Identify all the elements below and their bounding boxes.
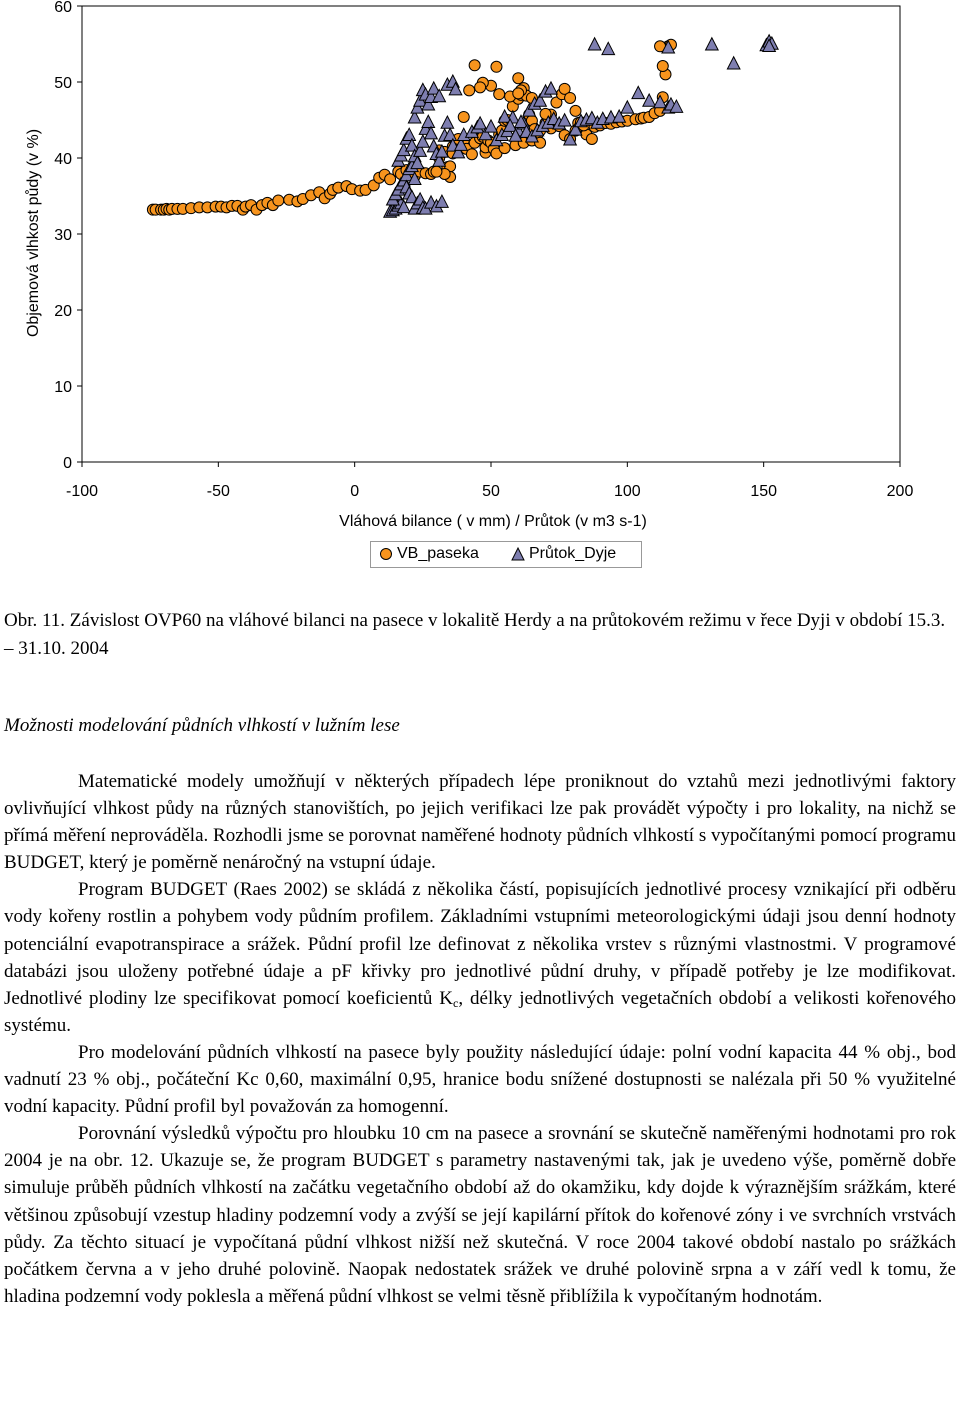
paragraph: Pro modelování půdních vlhkostí na pasece byly použity následující údaje: polní vodní kapacita 44 % obj., bod vadnutí 23 % obj., počáteční Kc 0,60, maximální 0,95, hranice bodu snížené dostupnosti se nalézala při 50 % využitelné vodní kapacity. Půdní profil byl považován za homogenní. <box>4 1041 956 1118</box>
data-point-circle <box>491 61 502 72</box>
x-tick-label: 0 <box>350 483 360 500</box>
x-axis-title: Vláhová bilance ( v mm) / Průtok (v m3 s-1) <box>339 513 647 530</box>
y-tick-label: 30 <box>54 227 72 244</box>
legend-item-vb-paseka <box>379 545 479 563</box>
legend-label: Průtok_Dyje <box>529 545 617 562</box>
data-point-circle <box>494 89 505 100</box>
x-tick-label: 50 <box>482 483 500 500</box>
x-tick-label: 100 <box>613 483 641 500</box>
paragraph: Matematické modely umožňují v některých případech lépe proniknout do vztahů mezi jednotlivými faktory ovlivňující vlhkost půdy na různých stanovištích, po jejich verifikaci lze pak provádět výpočty i pro lokality, na nichž se přímá měření neprováděla. Rozhodli jsme se porovnat naměřené hodnoty půdních vlhkostí s vypočítanými pomocí programu BUDGET, který je poměrně nenáročný na vstupní údaje. <box>4 771 956 874</box>
data-point-circle <box>273 195 284 206</box>
data-point-circle <box>565 92 576 103</box>
data-point-circle <box>464 85 475 96</box>
paragraph: Porovnání výsledků výpočtu pro hloubku 10 cm na pasece a srovnání se skutečně naměřenými hodnotami pro rok 2004 je na obr. 12. Ukazuje se, že program BUDGET s parametry nastavenými tak, jak je uvedeno výše, poměrně dobře simuluje průběh půdních vlhkostí na začátku vegetačního období až do okamžiku, kdy dojde k výraznějším srážkám, které většinou způsobují vzestup hladiny podzemní vody a zvýší se její kapilární přítok do kořenové zóny i ve svrchních vrstvách půdy. Za těchto situací je vypočítaná půdní vlhkost nižší než skutečná. V roce 2004 takové období nastalo po srážkách počátkem června a v jeho druhé polovině. Naopak nedostatek srážek ve druhé polovině srpna a v září vedl k tomu, že hladina podzemní vody poklesla a měřená půdní vlhkost se velmi těsně přiblížila k vypočítaným hodnotám. <box>4 1123 956 1307</box>
data-point-circle <box>475 82 486 93</box>
data-point-circle <box>458 111 469 122</box>
data-point-circle <box>466 149 477 160</box>
scatter-chart <box>0 0 960 600</box>
legend-item-prutok-dyje <box>511 545 616 563</box>
y-axis-title: Objemová vlhkost půdy (v %) <box>25 128 42 338</box>
figure-caption: Obr. 11. Závislost OVP60 na vláhové bilanci na pasece v lokalitě Herdy a na průtokovém režimu v řece Dyji v období 15.3. – 31.10. 2004 <box>4 610 946 659</box>
data-point-circle <box>657 61 668 72</box>
chart-legend <box>370 541 642 568</box>
plot-area <box>82 6 900 462</box>
y-tick-label: 0 <box>63 455 72 472</box>
y-tick-label: 60 <box>54 0 72 16</box>
x-tick-label: -100 <box>65 483 99 500</box>
legend-label: VB_paseka <box>397 545 479 562</box>
x-tick-label: -50 <box>206 483 230 500</box>
y-tick-label: 20 <box>54 303 72 320</box>
paragraph-text: Program BUDGET (Raes 2002) se skládá z několika částí, popisujících jednotlivé procesy vznikající při odběru vody kořeny rostlin a pohybem vody půdním profilem. Základními vstupními meteorologickými údaji jsou denní hodnoty potenciální evapotranspirace a srážek. Půdní profil lze definovat z několika vrstev s různými vlastnostmi. V programové databázi jsou uloženy potřebné údaje a pF křivky pro jednotlivé půdní druhy, v případě potřeby je lze modifikovat. Jednotlivé plodiny lze specifikovat pomocí koeficientů K <box>4 879 956 1009</box>
data-point-circle <box>469 60 480 71</box>
section-title: Možnosti modelování půdních vlhkostí v lužním lese <box>4 715 400 736</box>
y-tick-label: 40 <box>54 151 72 168</box>
paragraph-text: , délky jednotlivých vegetačních období a velikosti kořenového systému. <box>4 987 956 1036</box>
paragraph <box>4 876 956 1039</box>
data-point-circle <box>513 73 524 84</box>
body-text <box>4 768 956 1310</box>
data-point-circle <box>431 166 442 177</box>
triangle-marker-icon <box>511 547 525 561</box>
x-tick-label: 200 <box>886 483 914 500</box>
y-tick-label: 50 <box>54 75 72 92</box>
data-point-circle <box>570 105 581 116</box>
x-tick-label: 150 <box>750 483 778 500</box>
circle-marker-icon <box>379 547 393 561</box>
data-point-circle <box>586 134 597 145</box>
y-tick-label: 10 <box>54 379 72 396</box>
subscript: c <box>453 995 459 1010</box>
data-point-circle <box>513 88 524 99</box>
